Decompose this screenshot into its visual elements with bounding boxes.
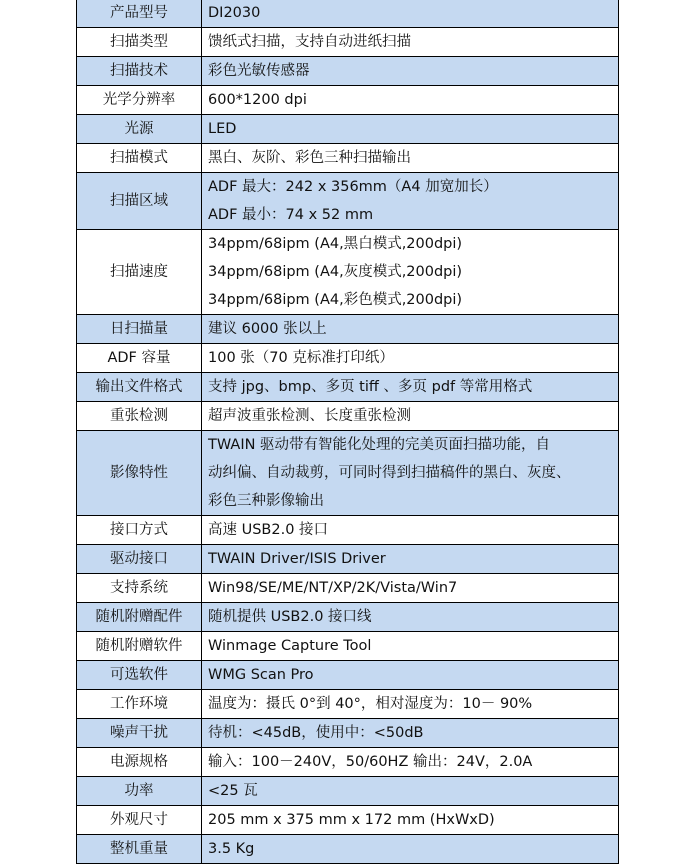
- spec-value: [202, 690, 619, 719]
- spec-row: [77, 632, 619, 661]
- spec-row: [77, 28, 619, 57]
- spec-value-line: DI2030: [208, 5, 261, 21]
- spec-value-line: 输入：100－240V，50/60HZ 输出：24V，2.0A: [208, 754, 533, 770]
- spec-value-line: 待机：<45dB，使用中：<50dB: [208, 725, 424, 741]
- spec-value-line: ADF 最大：242 x 356mm（A4 加宽加长）: [208, 179, 498, 195]
- spec-value: [202, 632, 619, 661]
- spec-value-line: 超声波重张检测、长度重张检测: [208, 408, 411, 424]
- spec-value-line: <25 瓦: [208, 783, 258, 799]
- spec-value: [202, 545, 619, 574]
- spec-value: [202, 603, 619, 632]
- spec-row: [77, 402, 619, 431]
- spec-row: [77, 173, 619, 230]
- spec-row: [77, 661, 619, 690]
- spec-value: [202, 835, 619, 864]
- spec-value: [202, 28, 619, 57]
- spec-row: [77, 516, 619, 545]
- spec-table-body: [77, 0, 619, 864]
- spec-value: [202, 373, 619, 402]
- spec-value: [202, 344, 619, 373]
- spec-value-line: 彩色光敏传感器: [208, 63, 310, 79]
- spec-row: [77, 777, 619, 806]
- spec-label: ADF 容量: [77, 344, 202, 373]
- spec-label: 噪声干扰: [77, 719, 202, 748]
- spec-value-line: 动纠偏、自动裁剪，可同时得到扫描稿件的黑白、灰度、: [208, 465, 571, 481]
- spec-row: [77, 0, 619, 28]
- spec-label: 影像特性: [77, 431, 202, 516]
- spec-label: 工作环境: [77, 690, 202, 719]
- spec-label: 扫描模式: [77, 144, 202, 173]
- spec-value-line: 彩色三种影像输出: [208, 493, 324, 509]
- spec-value: [202, 661, 619, 690]
- spec-value: [202, 0, 619, 28]
- spec-value-line: 34ppm/68ipm (A4,黑白模式,200dpi): [208, 236, 463, 252]
- spec-label: 电源规格: [77, 748, 202, 777]
- spec-value-line: 34ppm/68ipm (A4,彩色模式,200dpi): [208, 292, 463, 308]
- spec-value-line: TWAIN 驱动带有智能化处理的完美页面扫描功能，自: [208, 437, 551, 453]
- spec-label: 输出文件格式: [77, 373, 202, 402]
- spec-value: [202, 806, 619, 835]
- spec-value: [202, 315, 619, 344]
- spec-label: 支持系统: [77, 574, 202, 603]
- spec-table: [76, 0, 619, 864]
- spec-value: [202, 230, 619, 315]
- spec-row: [77, 344, 619, 373]
- spec-value-line: WMG Scan Pro: [208, 667, 314, 683]
- spec-row: [77, 719, 619, 748]
- spec-row: [77, 835, 619, 864]
- spec-row: [77, 603, 619, 632]
- spec-value: [202, 431, 619, 516]
- spec-label: 扫描类型: [77, 28, 202, 57]
- spec-value: [202, 574, 619, 603]
- spec-label: 随机附赠配件: [77, 603, 202, 632]
- spec-row: [77, 690, 619, 719]
- spec-row: [77, 86, 619, 115]
- spec-value-line: 建议 6000 张以上: [208, 321, 327, 337]
- spec-row: [77, 545, 619, 574]
- spec-label: 功率: [77, 777, 202, 806]
- spec-row: [77, 315, 619, 344]
- spec-value-line: 支持 jpg、bmp、多页 tiff 、多页 pdf 等常用格式: [208, 379, 533, 395]
- spec-value: [202, 748, 619, 777]
- spec-value-line: ADF 最小：74 x 52 mm: [208, 207, 374, 223]
- spec-label: 可选软件: [77, 661, 202, 690]
- spec-label: 接口方式: [77, 516, 202, 545]
- spec-row: [77, 431, 619, 516]
- spec-value-line: LED: [208, 121, 237, 137]
- spec-value-line: 34ppm/68ipm (A4,灰度模式,200dpi): [208, 264, 463, 280]
- spec-value-line: 100 张（70 克标准打印纸）: [208, 350, 394, 366]
- spec-label: 扫描速度: [77, 230, 202, 315]
- spec-label: 扫描区域: [77, 173, 202, 230]
- spec-value-line: 馈纸式扫描，支持自动进纸扫描: [208, 34, 411, 50]
- spec-value-line: Win98/SE/ME/NT/XP/2K/Vista/Win7: [208, 580, 458, 596]
- spec-value-line: 3.5 Kg: [208, 841, 255, 857]
- spec-label: 光学分辨率: [77, 86, 202, 115]
- spec-value-line: 高速 USB2.0 接口: [208, 522, 329, 538]
- spec-row: [77, 373, 619, 402]
- spec-label: 随机附赠软件: [77, 632, 202, 661]
- spec-row: [77, 57, 619, 86]
- spec-label: 重张检测: [77, 402, 202, 431]
- spec-row: [77, 144, 619, 173]
- spec-value: [202, 173, 619, 230]
- spec-value: [202, 86, 619, 115]
- spec-value-line: 黑白、灰阶、彩色三种扫描输出: [208, 150, 411, 166]
- spec-value: [202, 115, 619, 144]
- spec-value: [202, 516, 619, 545]
- spec-row: [77, 748, 619, 777]
- spec-value: [202, 144, 619, 173]
- spec-value: [202, 719, 619, 748]
- spec-value-line: 随机提供 USB2.0 接口线: [208, 609, 372, 625]
- spec-value: [202, 777, 619, 806]
- spec-label: 日扫描量: [77, 315, 202, 344]
- spec-value-line: 600*1200 dpi: [208, 92, 307, 108]
- spec-value-line: Winmage Capture Tool: [208, 638, 372, 654]
- spec-value: [202, 57, 619, 86]
- spec-value-line: 温度为：摄氏 0°到 40°，相对湿度为：10－ 90%: [208, 696, 533, 712]
- spec-row: [77, 574, 619, 603]
- spec-row: [77, 806, 619, 835]
- spec-label: 外观尺寸: [77, 806, 202, 835]
- spec-label: 扫描技术: [77, 57, 202, 86]
- spec-label: 光源: [77, 115, 202, 144]
- spec-label: 整机重量: [77, 835, 202, 864]
- spec-value-line: 205 mm x 375 mm x 172 mm (HxWxD): [208, 812, 495, 828]
- spec-label: 产品型号: [77, 0, 202, 28]
- spec-value-line: TWAIN Driver/ISIS Driver: [208, 551, 386, 567]
- spec-row: [77, 230, 619, 315]
- spec-label: 驱动接口: [77, 545, 202, 574]
- spec-value: [202, 402, 619, 431]
- spec-row: [77, 115, 619, 144]
